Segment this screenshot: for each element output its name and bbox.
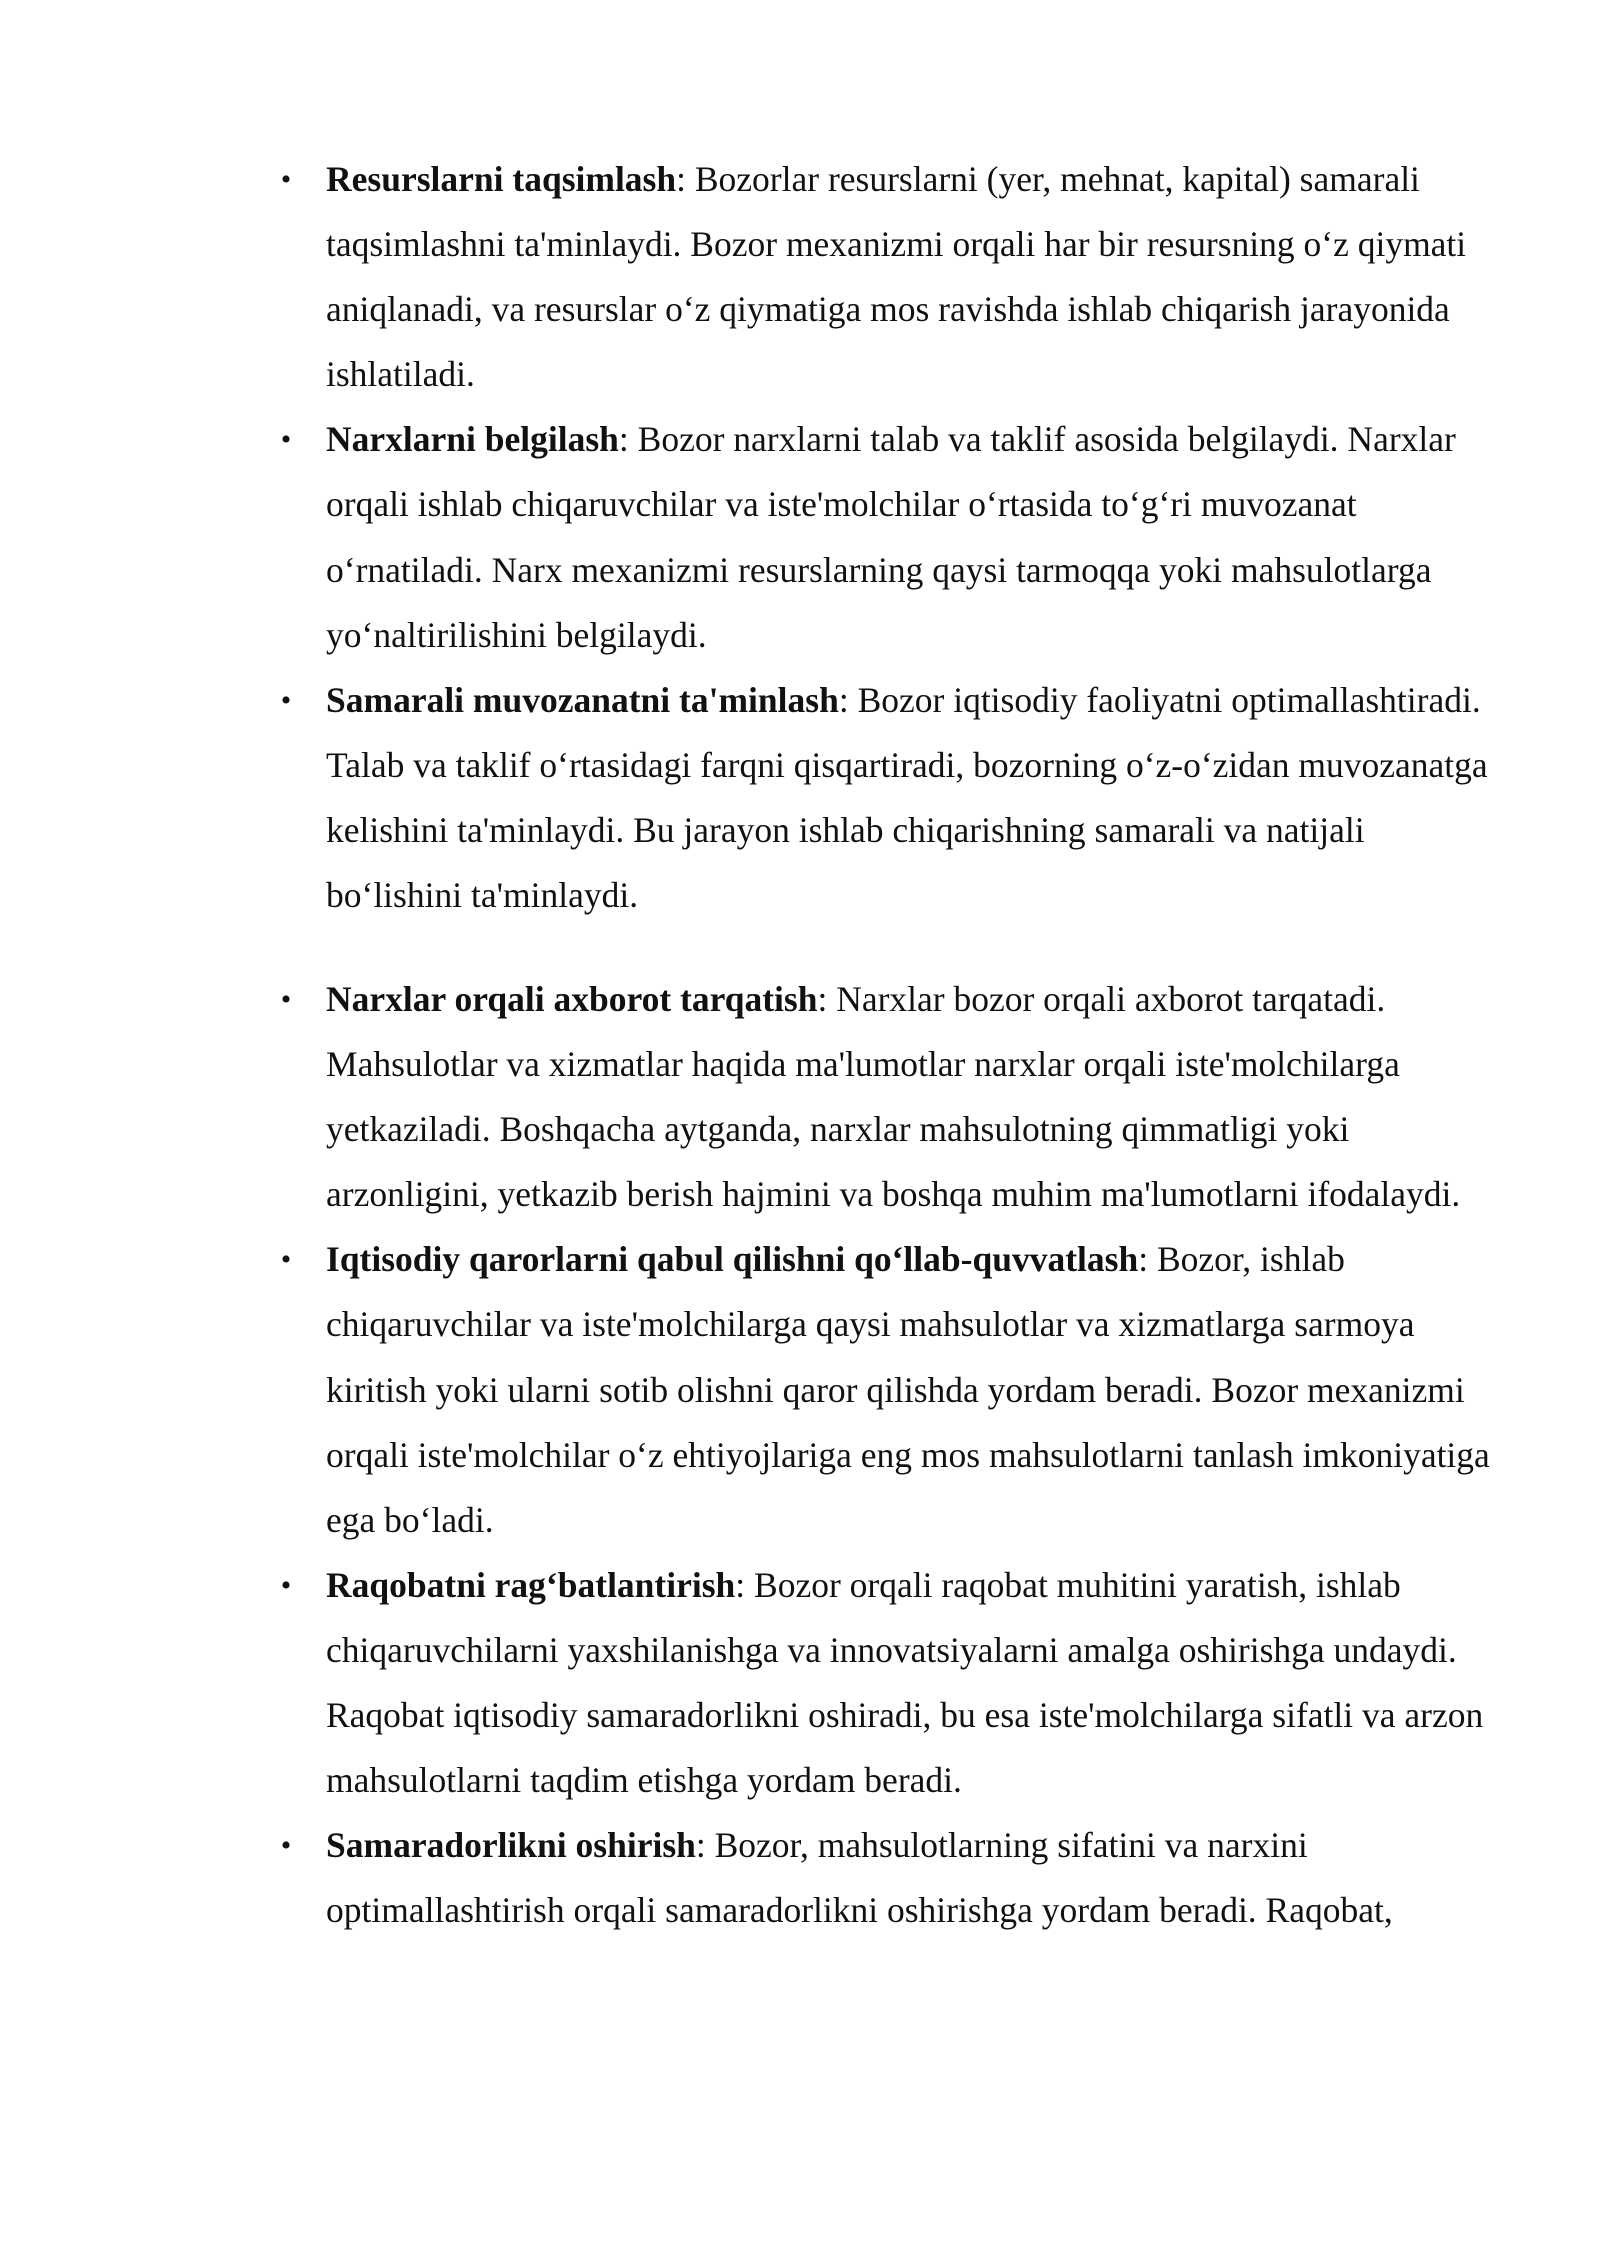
item-separator: : xyxy=(838,679,849,720)
item-term: Iqtisodiy qarorlarni qabul qilishni qo‘llab-quvvatlash xyxy=(326,1239,1139,1280)
list-item xyxy=(272,1813,1502,1943)
item-separator: : xyxy=(817,979,828,1019)
item-text: Bozor iqtisodiy faoliyatni optimallashtiradi. Talab va taklif o‘rtasidagi farqni qisqartiradi, bozorning o‘z-o‘zidan muvozanatga kelishini ta'minlaydi. Bu jarayon ishlab chiqarishning samarali va natijali bo‘lishini ta'minlaydi. xyxy=(326,679,1488,916)
item-separator: : xyxy=(676,159,686,199)
bullet-list-top xyxy=(272,147,1502,928)
list-item xyxy=(272,1227,1502,1552)
bullet-icon: • xyxy=(280,683,292,717)
item-term: Narxlar orqali axborot tarqatish xyxy=(326,979,818,1019)
item-text: Bozorlar resurslarni (yer, mehnat, kapital) samarali taqsimlashni ta'minlaydi. Bozor mexanizmi orqali har bir resursning o‘z qiymati aniqlanadi, va resurslar o‘z qiymatiga mos ravishda ishlab chiqarish jarayonida ishlatiladi. xyxy=(326,159,1467,395)
item-term: Resurslarni taqsimlash xyxy=(326,159,677,199)
item-term: Narxlarni belgilash xyxy=(326,419,619,460)
item-term: Samaradorlikni oshirish xyxy=(326,1825,696,1866)
list-item xyxy=(272,407,1502,667)
item-separator: : xyxy=(1138,1239,1149,1280)
item-separator: : xyxy=(695,1825,706,1866)
bullet-icon: • xyxy=(280,423,292,457)
item-separator: : xyxy=(735,1564,746,1605)
item-text: Bozor, mahsulotlarning sifatini va narxini optimallashtirish orqali samaradorlikni oshirishga yordam beradi. Raqobat, xyxy=(326,1825,1393,1931)
bullet-icon: • xyxy=(280,1829,292,1863)
item-text: Bozor orqali raqobat muhitini yaratish, ishlab chiqaruvchilarni yaxshilanishga va innovatsiyalarni amalga oshirishga undaydi. Raqobat iqtisodiy samaradorlikni oshiradi, bu esa iste'molchilarga sifatli va arzon mahsulotlarni taqdim etishga yordam beradi. xyxy=(326,1564,1484,1801)
list-item xyxy=(272,668,1502,928)
bullet-icon: • xyxy=(280,163,292,196)
list-item xyxy=(272,1553,1502,1813)
item-term: Raqobatni rag‘batlantirish xyxy=(326,1564,736,1605)
bullet-list-bottom xyxy=(272,967,1502,1943)
bullet-icon: • xyxy=(280,1568,292,1602)
item-text: Narxlar bozor orqali axborot tarqatadi. Mahsulotlar va xizmatlar haqida ma'lumotlar narxlar orqali iste'molchilarga yetkaziladi. Boshqacha aytganda, narxlar mahsulotning qimmatligi yoki arzonligini, yetkazib berish hajmini va boshqa muhim ma'lumotlarni ifodalaydi. xyxy=(326,979,1461,1215)
list-item xyxy=(272,147,1502,407)
bullet-icon: • xyxy=(280,1243,292,1277)
list-item xyxy=(272,967,1502,1227)
bullet-icon: • xyxy=(280,983,292,1016)
item-separator: : xyxy=(618,419,629,460)
item-term: Samarali muvozanatni ta'minlash xyxy=(326,679,839,720)
item-text: Bozor, ishlab chiqaruvchilar va iste'molchilarga qaysi mahsulotlar va xizmatlarga sarmoya kiritish yoki ularni sotib olishni qaror qilishda yordam beradi. Bozor mexanizmi orqali iste'molchilar o‘z ehtiyojlariga eng mos mahsulotlarni tanlash imkoniyatiga ega bo‘ladi. xyxy=(326,1239,1490,1540)
item-text: Bozor narxlarni talab va taklif asosida belgilaydi. Narxlar orqali ishlab chiqaruvchilar va iste'molchilar o‘rtasida to‘g‘ri muvozanat o‘rnatiladi. Narx mexanizmi resurslarning qaysi tarmoqqa yoki mahsulotlarga yo‘naltirilishini belgilaydi. xyxy=(326,419,1456,655)
